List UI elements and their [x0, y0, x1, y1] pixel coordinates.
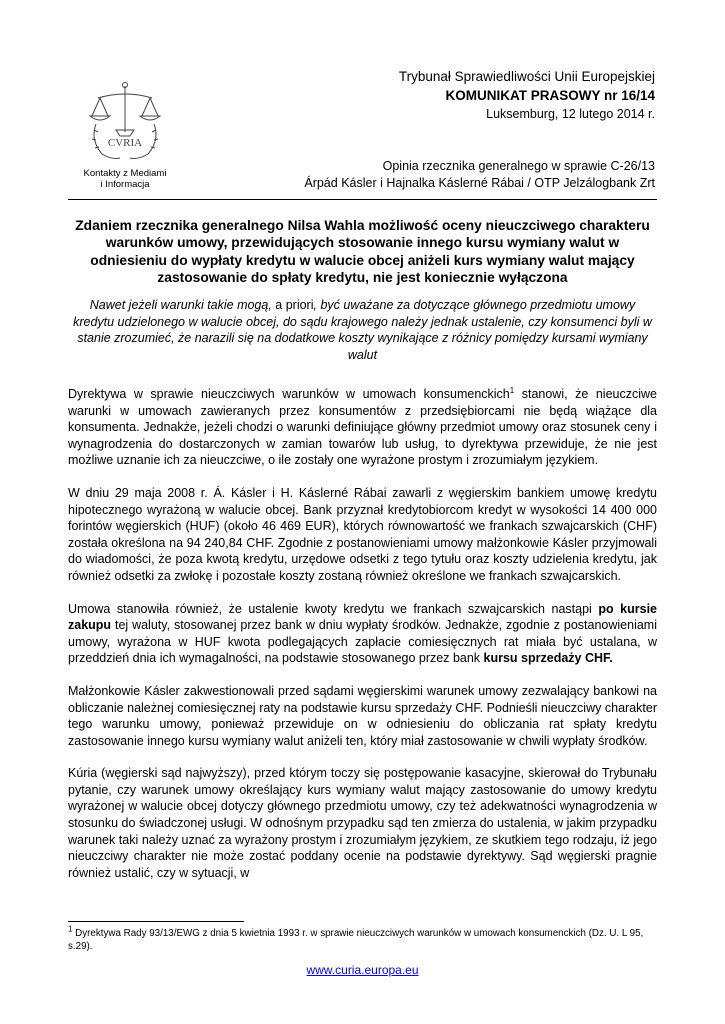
- paragraph-3-bold-1: po kursie zakupu: [68, 601, 657, 633]
- page-title: Zdaniem rzecznika generalnego Nilsa Wahla możliwość oceny nieuczciwego charakteru warunków umowy, przewidujących stosowanie innego kursu wymiany walut w odniesieniu do wypłaty kredytu w walucie obcej aniżeli kurs wymiany walut mający zastosowanie do spłaty kredytu, nie jest koniecznie wyłączona: [75, 218, 650, 286]
- footnote-number: 1: [68, 924, 73, 934]
- paragraph-5: Kúria (węgierski sąd najwyższy), przed którym toczy się postępowanie kasacyjne, skierował do Trybunału pytanie, czy warunek umowy określający kurs wymiany walut mający zastosowanie do umowy kredytu wyrażonej w walucie obcej dotyczy głównego przedmiotu umowy, czy też adekwatności wynagrodzenia w stosunku do świadczonej usługi. W odnośnym przypadku sąd ten zmierza do ustalenia, w jakim przypadku warunek taki należy uznać za wyrażony prostym i zrozumiałym językiem, ze skutkiem tego rodzaju, iż jego nieuczciwy charakter nie może zostać poddany ocenie na podstawie dyrektywy. Sąd węgierski pragnie również ustalić, czy w sytuacji, w: [68, 766, 657, 880]
- release-date: Luksemburg, 12 lutego 2014 r.: [486, 107, 655, 121]
- paragraph-1-text-cont: stanowi, że nieuczciwe warunki w umowach zawieranych przez konsumentów z przedsiębiorcami nie będą wiążące dla konsumenta. Jednakże, jeżeli chodzi o warunki definiujące główny przedmiot umowy oraz stosunek ceny i wynagrodzenia do dostarczonych w zamian towarów lub usług, to dyrektywa przewiduje, że nie jest możliwe uznanie ich za nieuczciwe, o ile zostały one wyrażone prostym i zrozumiałym językiem.: [68, 387, 657, 468]
- media-contact: [72, 168, 178, 190]
- footnote-divider: [68, 921, 244, 922]
- contact-line-1: Kontakty z Mediami: [83, 168, 167, 179]
- scales-of-justice-icon: [86, 80, 164, 164]
- case-reference: [304, 158, 655, 192]
- footnote-text: Dyrektywa Rady 93/13/EWG z dnia 5 kwietnia 1993 r. w sprawie nieuczciwych warunków w umowach konsumenckich (Dz. U. L 95, s.29).: [68, 928, 644, 952]
- curia-logo: [86, 80, 164, 164]
- summary-part-2: a priori: [275, 298, 314, 312]
- footer-link[interactable]: www.curia.europa.eu: [306, 963, 419, 977]
- logo-text: CVRIA: [107, 137, 143, 149]
- article-body: [68, 386, 657, 897]
- paragraph-1-text: Dyrektywa w sprawie nieuczciwych warunków w umowach konsumenckich: [68, 387, 510, 401]
- paragraph-4: Małżonkowie Kásler zakwestionowali przed sądami węgierskimi warunek umowy zezwalający bankowi na obliczanie należnej comiesięcznej raty na podstawie kursu sprzedaży CHF. Podnieśli nieuczciwy charakter tego warunku umowy, ponieważ przewiduje on w odniesieniu do obliczania rat spłaty kredytu zastosowanie innego kursu wymiany walut aniżeli ten, który miał zastosowanie w chwili wypłaty środków.: [68, 683, 657, 748]
- summary: [68, 297, 657, 363]
- paragraph-3-text: Umowa stanowiła również, że ustalenie kwoty kredytu we frankach szwajcarskich nastąpi: [68, 601, 599, 616]
- footnote: [68, 924, 657, 953]
- institution-name: Trybunał Sprawiedliwości Unii Europejskiej: [398, 69, 655, 84]
- contact-line-2: i Informacja: [100, 179, 150, 190]
- summary-part-3: , być uważane za dotyczące głównego przedmiotu umowy kredytu udzielonego w walucie obcej, do sądu krajowego należy jednak ustalenie, czy konsumenci byli w stanie zrozumieć, że narazili się na dodatkowe koszty wynikające z różnicy pomiędzy kursami wymiany walut: [73, 298, 652, 362]
- paragraph-2: W dniu 29 maja 2008 r. Á. Kásler i H. Káslerné Rábai zawarli z węgierskim bankiem umowę kredytu hipotecznego wyrażoną w walucie obcej. Bank przyznał kredytobiorcom kredyt w wysokości 14 400 000 forintów węgierskich (HUF) (około 46 469 EUR), których równowartość we frankach szwajcarskich (CHF) została określona na 94 240,84 CHF. Zgodnie z postanowieniami umowy małżonkowie Kásler przyjmowali do wiadomości, że poza kwotą kredytu, urzędowe odsetki z tego tytułu oraz koszty udzielenia kredytu, jak również odsetki za zwłokę i pozostałe koszty zostaną również określone we frankach szwajcarskich.: [68, 485, 657, 583]
- footnote-ref[interactable]: 1: [509, 385, 515, 395]
- press-release-number: KOMUNIKAT PRASOWY nr 16/14: [445, 88, 655, 103]
- press-release-header: [399, 68, 655, 123]
- paragraph-1: [68, 386, 657, 469]
- paragraph-3-text-cont: tej waluty, stosowanej przez bank w dniu wypłaty środków. Jednakże, zgodnie z postanowieniami umowy, wyrażona w HUF kwota podlegających zapłacie comiesięcznych rat miała być ustalana, w przeddzień dnia ich wymagalności, na podstawie stosowanego przez bank: [68, 618, 657, 666]
- case-opinion: Opinia rzecznika generalnego w sprawie C-26/13: [382, 159, 655, 173]
- paragraph-3-bold-2: kursu sprzedaży CHF.: [483, 651, 613, 666]
- case-parties: Árpád Kásler i Hajnalka Káslerné Rábai / OTP Jelzálogbank Zrt: [304, 176, 655, 190]
- header-divider: [68, 199, 657, 200]
- paragraph-3: [68, 601, 657, 667]
- summary-part-1: Nawet jeżeli warunki takie mogą,: [89, 298, 276, 312]
